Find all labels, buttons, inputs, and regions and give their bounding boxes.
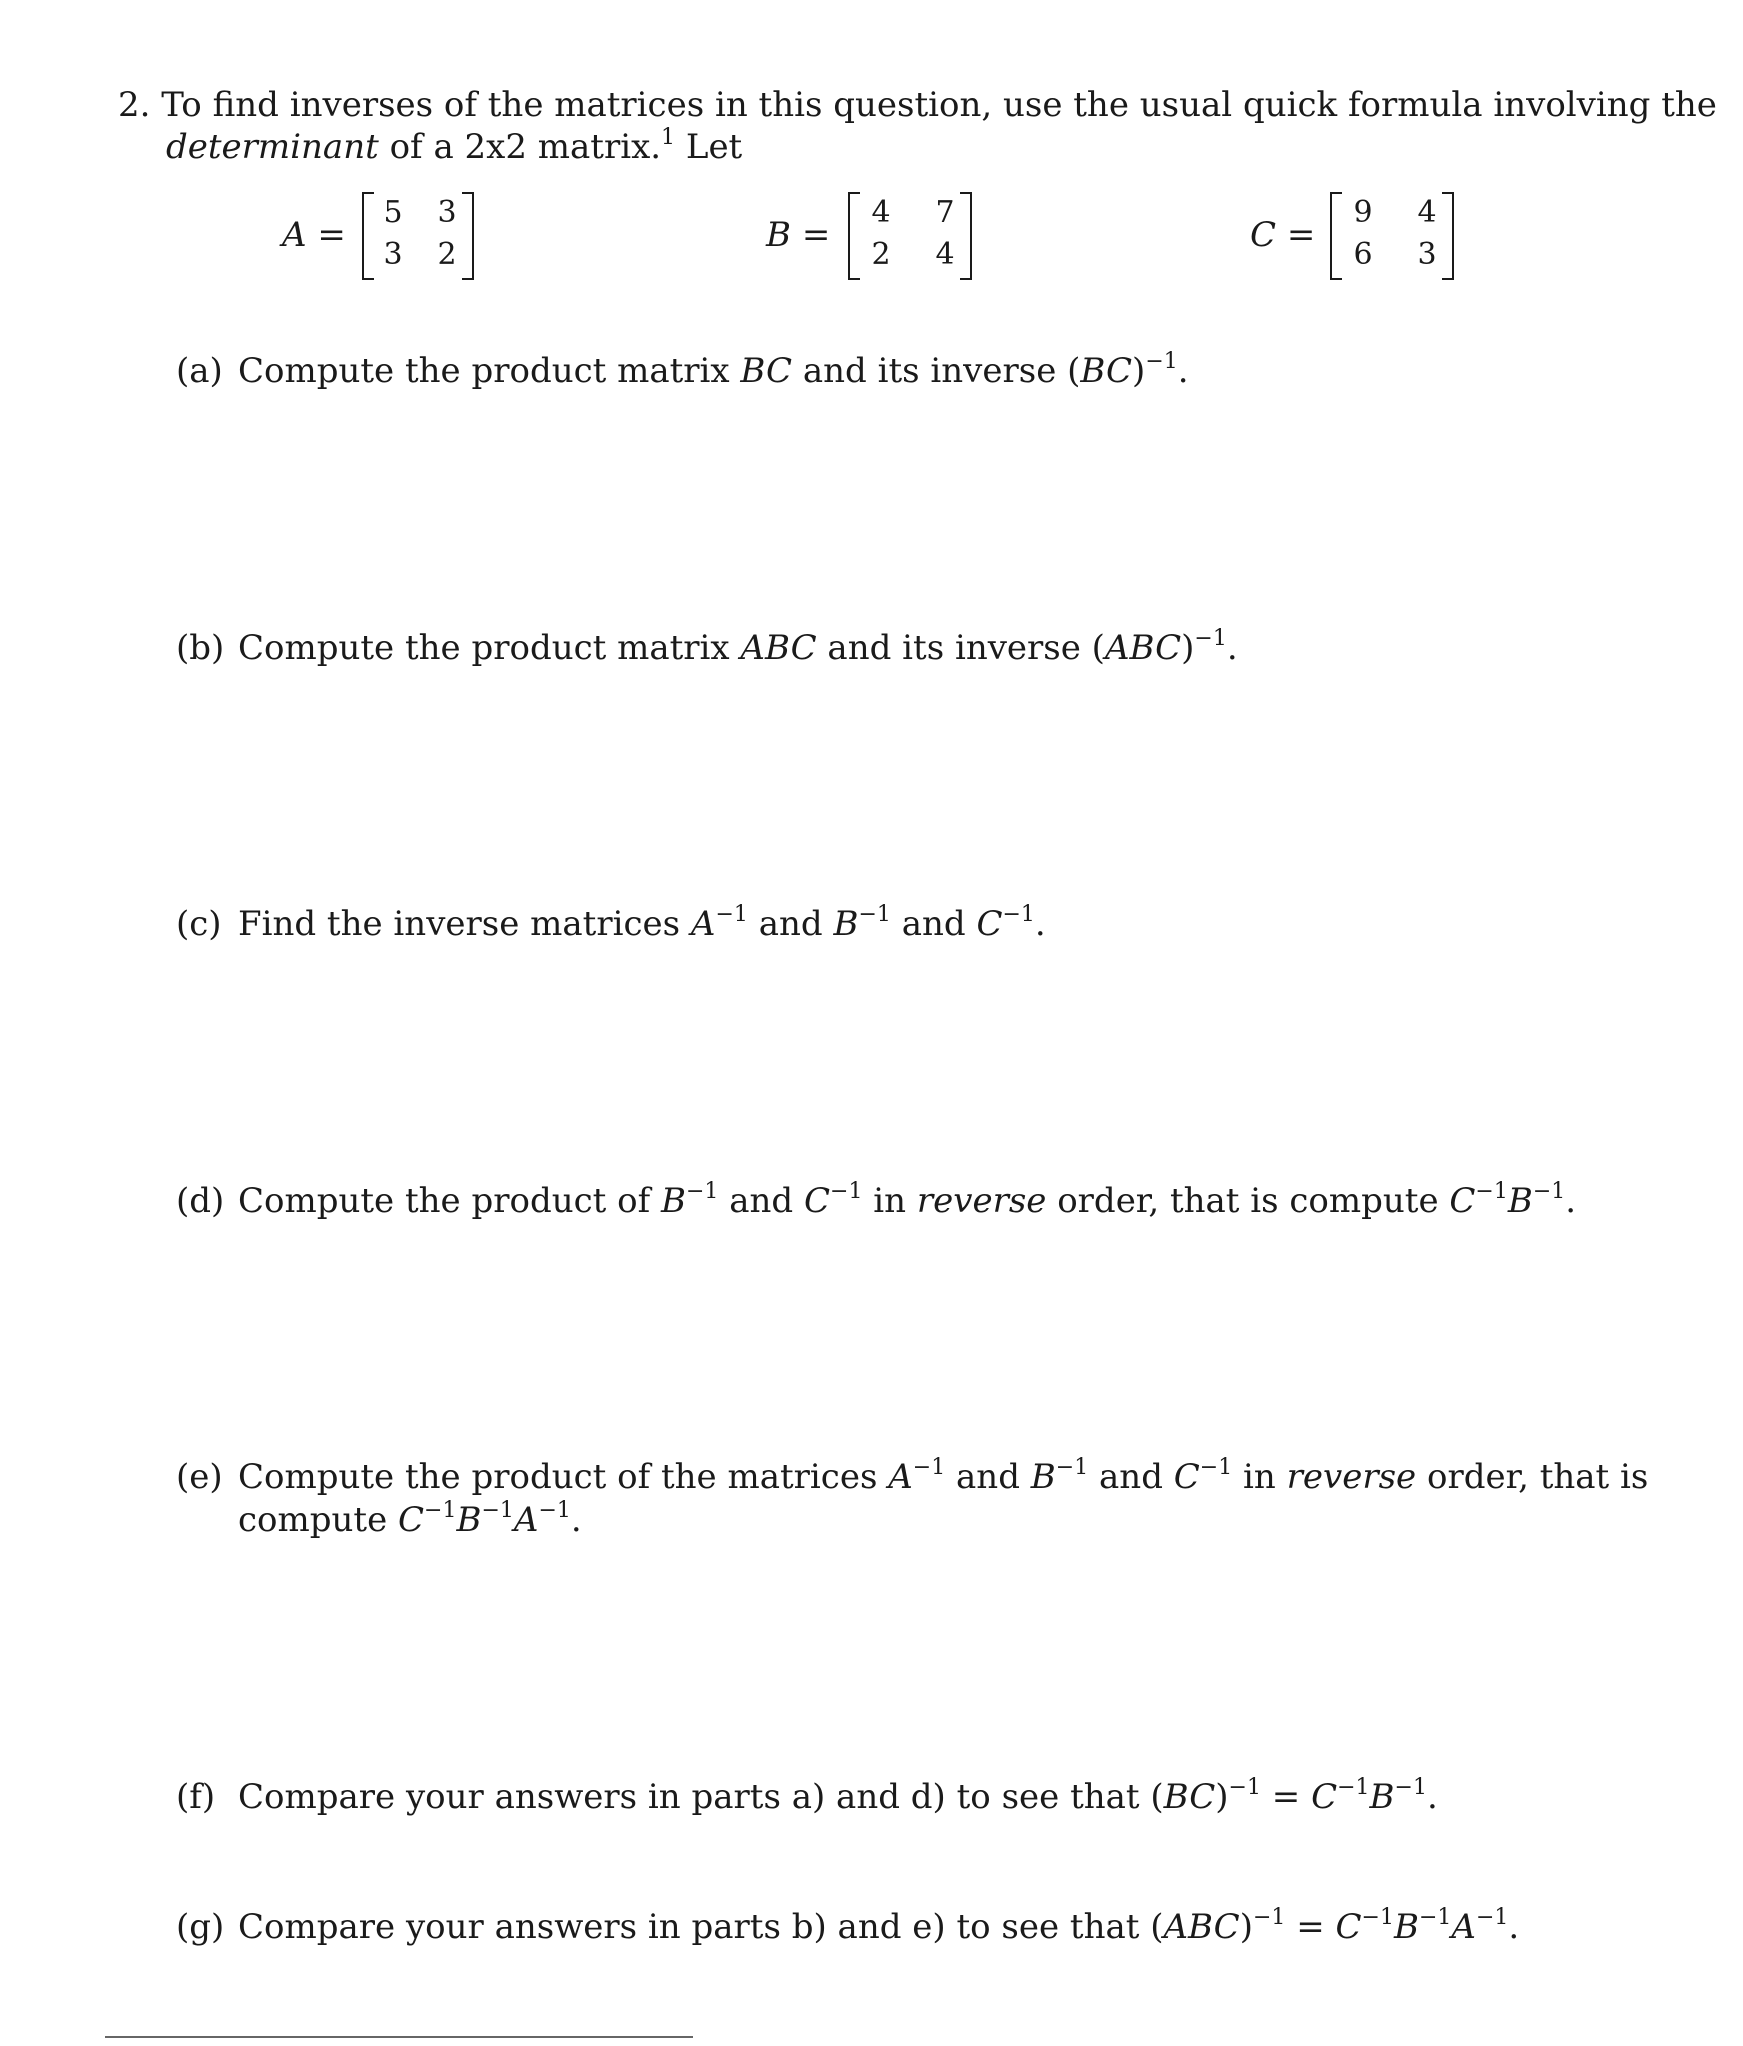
part-d-end: . — [1565, 1181, 1577, 1221]
part-e-end: . — [570, 1500, 582, 1540]
part-e-math-5: B — [456, 1500, 482, 1540]
part-g-sup-1: −1 — [1252, 1905, 1286, 1930]
part-g-label: (g) — [176, 1907, 225, 1947]
matrix-a-r1c2: 3 — [437, 195, 457, 230]
matrix-c-left-bracket — [1330, 192, 1342, 280]
part-d-math-2: C — [804, 1181, 831, 1221]
part-f-sup-2: −1 — [1337, 1775, 1370, 1800]
part-f-equals: = — [1260, 1777, 1312, 1817]
part-e-label: (e) — [176, 1457, 223, 1497]
part-g-math-4: A — [1451, 1907, 1476, 1947]
part-g-text-1: Compare your answers in parts b) and e) to see that ( — [238, 1907, 1164, 1947]
matrix-c-label: C = — [1250, 215, 1316, 255]
intro-italic-word: determinant — [166, 127, 379, 167]
part-b-math-2: ABC — [1104, 628, 1182, 668]
part-a-text-1: Compute the product matrix — [238, 351, 730, 391]
part-g — [176, 1906, 1519, 1948]
part-e-text-2: and — [956, 1457, 1020, 1497]
matrix-b-r1c2: 7 — [935, 195, 955, 230]
matrix-c-right-bracket — [1442, 192, 1454, 280]
intro-let: Let — [685, 127, 743, 167]
part-f-label: (f) — [176, 1777, 216, 1817]
part-e-line1 — [176, 1456, 1648, 1498]
part-e-text-5: order, that is — [1426, 1457, 1649, 1497]
part-d-text-2: and — [729, 1181, 794, 1221]
part-e-sup-3: −1 — [1199, 1455, 1233, 1480]
part-e-sup-2: −1 — [1055, 1455, 1089, 1480]
part-e-sup-6: −1 — [538, 1498, 571, 1523]
part-a-math-1: BC — [740, 351, 793, 391]
part-c-math-1: A — [690, 904, 716, 944]
part-d-math-1: B — [661, 1181, 686, 1221]
matrix-a-left-bracket — [362, 192, 374, 280]
part-g-sup-4: −1 — [1475, 1905, 1509, 1930]
matrix-b-right-bracket — [960, 192, 972, 280]
part-f — [176, 1776, 1438, 1818]
matrix-a-r2c1: 3 — [383, 237, 403, 272]
part-b-text-1: Compute the product matrix — [238, 628, 730, 668]
matrix-a-right-bracket — [462, 192, 474, 280]
part-c-sup-2: −1 — [858, 902, 891, 927]
part-d-sup-1: −1 — [686, 1179, 719, 1204]
part-a-end: . — [1177, 351, 1189, 391]
part-d-text-1: Compute the product of — [238, 1181, 651, 1221]
matrix-c-r2c1: 6 — [1353, 237, 1373, 272]
part-f-sup-3: −1 — [1394, 1775, 1427, 1800]
part-c-end: . — [1034, 904, 1046, 944]
part-f-sup-1: −1 — [1228, 1775, 1261, 1800]
part-b-end: . — [1226, 628, 1238, 668]
matrix-c-r2c2: 3 — [1417, 237, 1437, 272]
part-a-label: (a) — [176, 351, 223, 391]
matrix-a-r2c2: 2 — [437, 237, 457, 272]
part-a — [176, 350, 1189, 392]
part-f-text-1: Compare your answers in parts a) and d) to see that ( — [238, 1777, 1164, 1817]
matrix-a-label: A = — [282, 215, 346, 255]
part-e-math-2: B — [1030, 1457, 1056, 1497]
intro-text: To find inverses of the matrices in this question, use the usual quick formula involving the — [161, 85, 1717, 125]
part-e-text-3: and — [1099, 1457, 1163, 1497]
matrix-a-r1c1: 5 — [383, 195, 403, 230]
part-f-text-2: ) — [1215, 1777, 1229, 1817]
part-d-sup-2: −1 — [830, 1179, 863, 1204]
part-e-italic-word: reverse — [1286, 1457, 1417, 1497]
part-e-sup-1: −1 — [912, 1455, 946, 1480]
part-a-text-2: and its inverse ( — [802, 351, 1081, 391]
footnote-mark: 1 — [661, 125, 676, 150]
part-a-text-3: ) — [1132, 351, 1146, 391]
part-g-math-1: ABC — [1163, 1907, 1240, 1947]
matrix-c-r1c1: 9 — [1353, 195, 1373, 230]
part-g-sup-2: −1 — [1361, 1905, 1394, 1930]
part-c — [176, 903, 1046, 945]
part-d-sup-4: −1 — [1532, 1179, 1566, 1204]
question-number: 2. — [118, 85, 151, 125]
part-c-text-3: and — [901, 904, 966, 944]
part-e-text-1: Compute the product of the matrices — [238, 1457, 878, 1497]
part-f-math-2: C — [1311, 1777, 1338, 1817]
part-f-math-1: BC — [1163, 1777, 1216, 1817]
part-e-math-4: C — [398, 1500, 425, 1540]
matrix-c-r1c2: 4 — [1417, 195, 1437, 230]
part-e-sup-5: −1 — [481, 1498, 514, 1523]
part-b-sup-1: −1 — [1194, 626, 1227, 651]
part-d-math-3: C — [1449, 1181, 1476, 1221]
part-c-math-3: C — [976, 904, 1003, 944]
part-d-text-3: in — [873, 1181, 907, 1221]
part-c-math-2: B — [833, 904, 859, 944]
part-c-text-2: and — [758, 904, 823, 944]
part-e-text-4: in — [1243, 1457, 1276, 1497]
matrix-b-r2c1: 2 — [871, 237, 891, 272]
part-b — [176, 627, 1238, 669]
part-c-label: (c) — [176, 904, 222, 944]
part-d-text-4: order, that is compute — [1057, 1181, 1439, 1221]
part-d-math-4: B — [1507, 1181, 1533, 1221]
question-intro-line2 — [166, 126, 742, 168]
matrix-b-label: B = — [766, 215, 831, 255]
part-b-text-3: ) — [1181, 628, 1195, 668]
part-g-text-2: ) — [1239, 1907, 1253, 1947]
part-b-label: (b) — [176, 628, 225, 668]
part-f-end: . — [1426, 1777, 1438, 1817]
part-f-math-3: B — [1369, 1777, 1395, 1817]
part-e-line2 — [238, 1499, 582, 1541]
part-g-math-2: C — [1335, 1907, 1362, 1947]
part-d — [176, 1180, 1576, 1222]
part-a-math-2: BC — [1080, 351, 1133, 391]
part-d-italic-word: reverse — [916, 1181, 1047, 1221]
part-c-sup-3: −1 — [1002, 902, 1035, 927]
part-e-math-1: A — [888, 1457, 913, 1497]
part-b-text-2: and its inverse ( — [827, 628, 1105, 668]
part-d-sup-3: −1 — [1475, 1179, 1508, 1204]
part-d-label: (d) — [176, 1181, 225, 1221]
matrix-b-left-bracket — [848, 192, 860, 280]
part-e-text-6: compute — [238, 1500, 388, 1540]
question-intro-line1 — [118, 84, 1717, 126]
part-g-math-3: B — [1393, 1907, 1419, 1947]
part-g-end: . — [1508, 1907, 1520, 1947]
part-a-sup-1: −1 — [1145, 349, 1178, 374]
footnote-divider — [105, 2036, 693, 2038]
intro-text-2: of a 2x2 matrix. — [389, 127, 662, 167]
part-b-math-1: ABC — [740, 628, 817, 668]
part-e-math-3: C — [1173, 1457, 1200, 1497]
part-c-text-1: Find the inverse matrices — [238, 904, 681, 944]
part-c-sup-1: −1 — [715, 902, 748, 927]
part-e-math-6: A — [513, 1500, 539, 1540]
part-g-equals: = — [1285, 1907, 1336, 1947]
part-g-sup-3: −1 — [1418, 1905, 1452, 1930]
matrix-b-r2c2: 4 — [935, 237, 955, 272]
part-e-sup-4: −1 — [424, 1498, 457, 1523]
matrix-b-r1c1: 4 — [871, 195, 891, 230]
